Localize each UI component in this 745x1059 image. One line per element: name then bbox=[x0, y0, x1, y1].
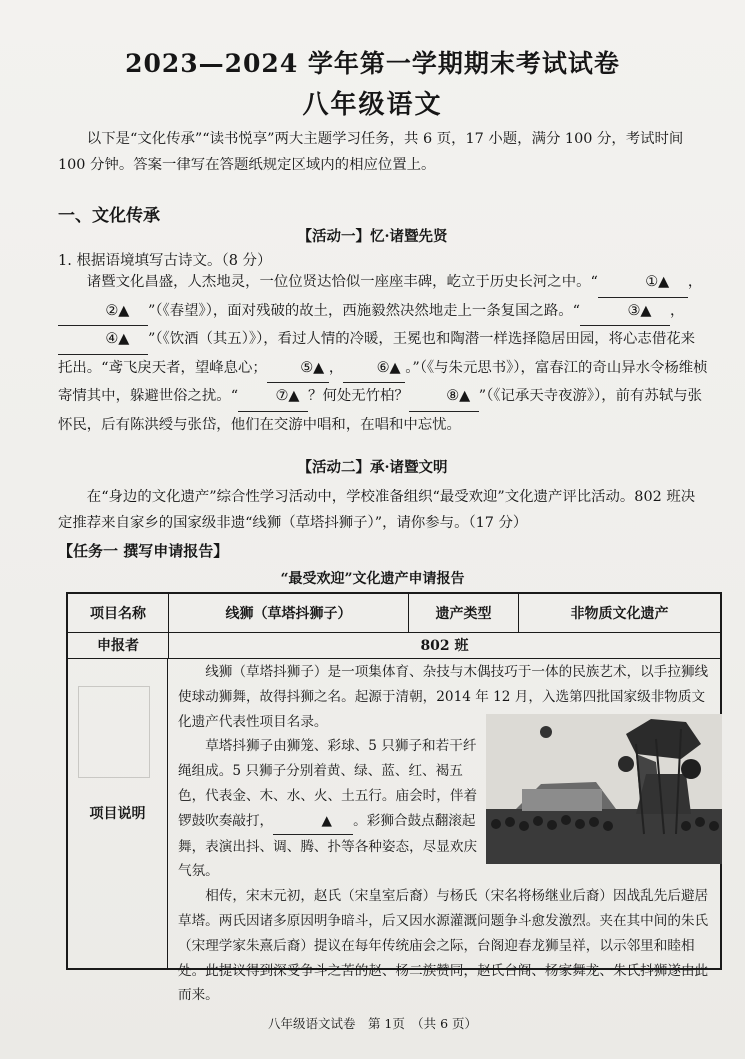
blank-1[interactable]: ①▲ bbox=[598, 269, 688, 298]
blank-5[interactable]: ⑤▲ bbox=[267, 355, 329, 384]
applicant-value: 802 班 bbox=[168, 632, 720, 658]
poem-fill-passage: 诸暨文化昌盛，人杰地灵，一位位贤达恰似一座座丰碑，屹立于历史长河之中。“ ①▲ ，②▲ ”（《春望》），面对残破的故土，西施毅然决然地走上一条复国之路。“ ③▲ ，④▲ ”（《饮酒（其五）》），看过人情的冷暖，王冕也和陶潜一样选择隐居田园，将心志借花来托出。“鸢飞戾天者，望峰息心； ⑤▲ ， ⑥▲ 。”（《与朱元思书》），富春江的奇山异水令杨维桢寄情其中，躲避世俗之扰。“ ⑦▲ ？何处无竹柏？ ⑧▲ ”（《记承天寺夜游》），前有苏轼与张怀民，后有陈洪绶与张岱，他们在交游中唱和，在唱和中忘忧。 bbox=[58, 269, 708, 440]
description-paragraph-3: 相传，宋末元初，赵氏（宋皇室后裔）与杨氏（宋名将杨继业后裔）因战乱先后避居草塔。两氏因诸多原因明争暗斗，后又因水源灌溉问题争斗愈发激烈。夹在其中间的朱氏（宋理学家朱熹后裔）提议在每年传统庙会之际，台阁迎春龙狮呈祥，以示邻里和睦相处。此提议得到深受争斗之苦的赵、杨二族赞同，赵氏台阁、杨家舞龙、朱氏抖狮遂由此而来。 bbox=[178, 888, 709, 1004]
description-text-2a: 草塔抖狮子由狮笼、彩球、5 只狮子和若干纤绳组成。5 只狮子分别着黄、绿、蓝、红、褐五色，代表金、木、水、火、土五行。庙会时，伴着锣鼓吹奏敲打， bbox=[178, 738, 478, 829]
task-1-title: 【任务一 撰写申请报告】 bbox=[58, 542, 229, 560]
table-row-project bbox=[68, 594, 720, 633]
page-footer: 八年级语文试卷 第 1页 （共 6 页） bbox=[267, 1016, 478, 1031]
project-name-value: 线狮（草塔抖狮子） bbox=[168, 594, 408, 632]
description-blank[interactable]: ▲ bbox=[273, 809, 353, 835]
table-row-applicant bbox=[68, 632, 720, 659]
exam-subject: 八年级语文 bbox=[302, 90, 443, 120]
report-title: “最受欢迎”文化遗产申请报告 bbox=[280, 571, 465, 587]
activity-2-title: 【活动二】承·诸暨文明 bbox=[297, 459, 448, 476]
poem-text-3: ”（《饮酒（其五）》），看过人情的冷暖，王冕也和陶潜一样选择隐居田园，将心志借花来托出。“鸢飞戾天者，望峰息心； bbox=[58, 331, 695, 376]
heritage-type-label: 遗产类型 bbox=[408, 594, 518, 632]
poem-text-1: 诸暨文化昌盛，人杰地灵，一位位贤达恰似一座座丰碑，屹立于历史长河之中。“ bbox=[86, 274, 598, 290]
poem-text-5: ？何处无竹柏？ bbox=[308, 388, 409, 405]
exam-title: 2023—2024 学年第一学期期末考试试卷 bbox=[125, 49, 620, 78]
poem-text-6: ”（《记承天寺夜游》），前有苏轼与张怀民，后有陈洪绶与张岱，他们在交游中唱和，在唱和中忘忧。 bbox=[58, 388, 702, 433]
section-title: 一、文化传承 bbox=[58, 206, 160, 226]
lion-dance-photo bbox=[486, 714, 722, 864]
project-name-label: 项目名称 bbox=[90, 606, 146, 622]
description-paragraph-1: 线狮（草塔抖狮子）是一项集体育、杂技与木偶技巧于一体的民族艺术，以手拉狮线使球动狮舞，故得抖狮之名。起源于清朝，2014 年 12 月，入选第四批国家级非物质文化遗产代表性项目名录。 bbox=[178, 664, 709, 730]
blank-2[interactable]: ②▲ bbox=[58, 298, 148, 327]
project-description-label: 项目说明 bbox=[68, 658, 168, 968]
applicant-label: 申报者 bbox=[97, 638, 139, 654]
faded-margin-box bbox=[78, 686, 150, 778]
heritage-type-value: 非物质文化遗产 bbox=[518, 594, 720, 632]
blank-8[interactable]: ⑧▲ bbox=[409, 383, 479, 412]
blank-7[interactable]: ⑦▲ bbox=[238, 383, 308, 412]
question-1-stem: 1. 根据语境填写古诗文。（8 分） bbox=[58, 253, 272, 269]
activity-2-context: 在“身边的文化遗产”综合性学习活动中，学校准备组织“最受欢迎”文化遗产评比活动。802 班决定推荐来自家乡的国家级非遗“线狮（草塔抖狮子）”，请你参与。（17 分） bbox=[58, 489, 696, 531]
poem-text-2: ”（《春望》），面对残破的故土，西施毅然决然地走上一条复国之路。“ bbox=[148, 302, 581, 319]
blank-3[interactable]: ③▲ bbox=[580, 298, 670, 327]
description-paragraph-2 bbox=[178, 734, 478, 884]
activity-1-title: 【活动一】忆·诸暨先贤 bbox=[297, 228, 448, 245]
exam-intro: 以下是“文化传承”“读书悦享”两大主题学习任务，共 6 页，17 小题，满分 100 分，考试时间 100 分钟。答案一律写在答题纸规定区域内的相应位置上。 bbox=[58, 131, 684, 173]
application-report-table bbox=[66, 592, 722, 1004]
blank-4[interactable]: ④▲ bbox=[58, 326, 148, 355]
description-text-2b: 。彩狮合鼓点翻滚起舞，表演出抖、调、腾、扑等各种姿态，尽显欢庆气氛。 bbox=[178, 812, 478, 880]
poem-text-4: 。”（《与朱元思书》），富春江的奇山异水令杨维桢寄情其中，躲避世俗之扰。“ bbox=[58, 359, 708, 405]
blank-6[interactable]: ⑥▲ bbox=[343, 355, 405, 384]
